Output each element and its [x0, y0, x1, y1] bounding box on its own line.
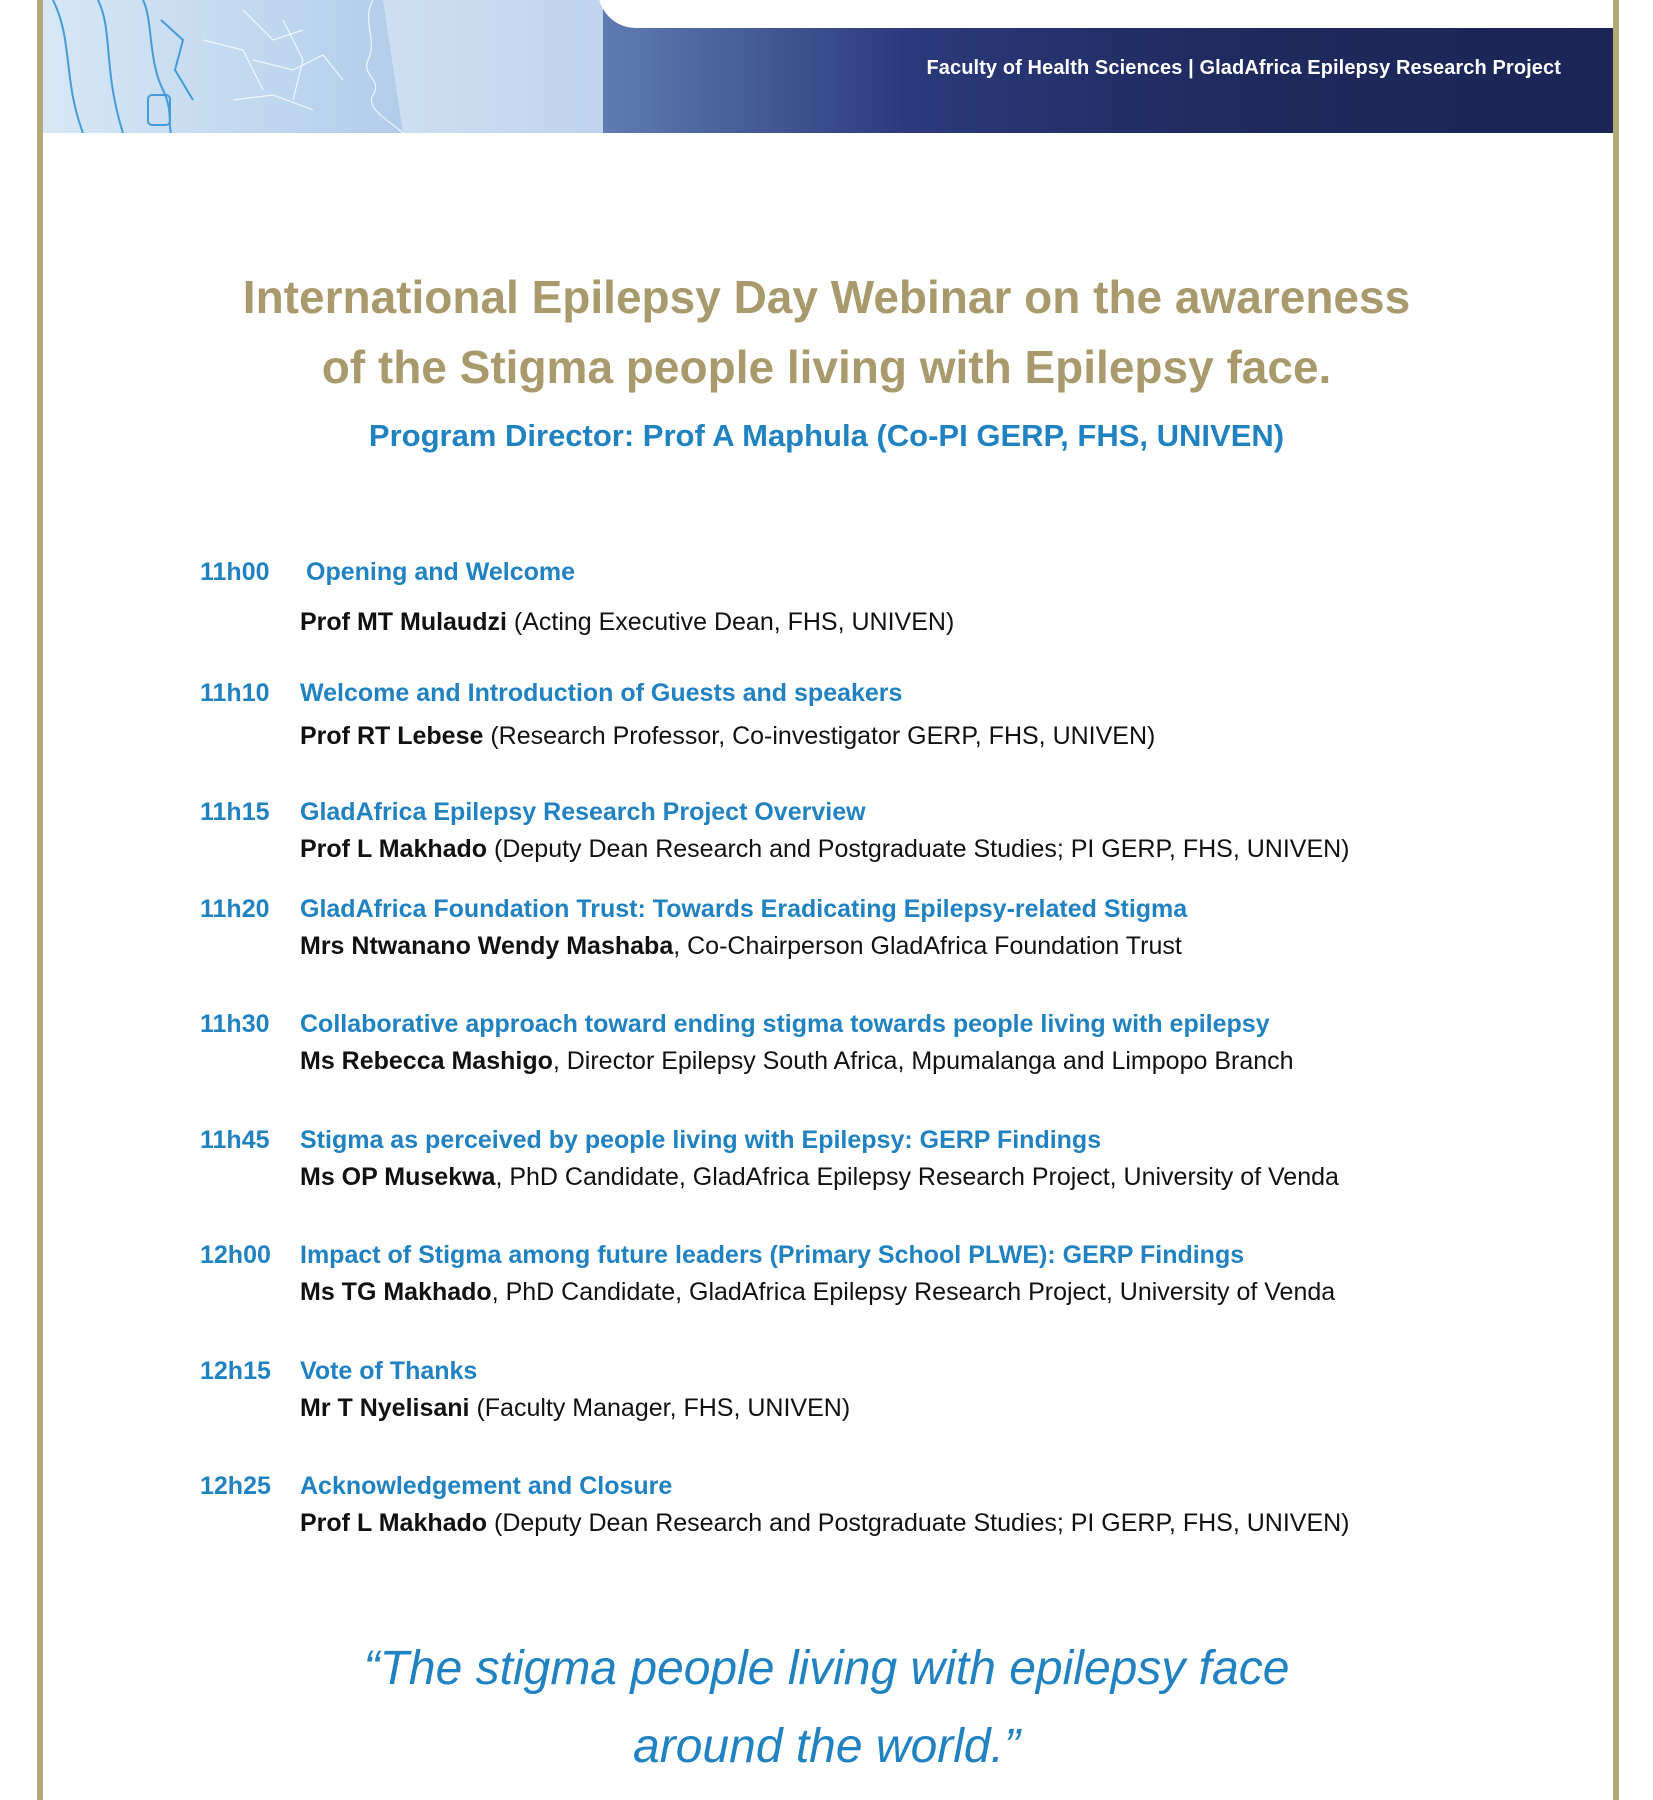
banner-faculty-text: Faculty of Health Sciences | GladAfrica Epilepsy Research Project	[926, 57, 1561, 79]
agenda-time: 11h10	[200, 679, 270, 707]
speaker-details: , Director Epilepsy South Africa, Mpumalanga and Limpopo Branch	[552, 1047, 1294, 1075]
agenda-topic: Stigma as perceived by people living with Epilepsy: GERP Findings	[300, 1126, 1102, 1154]
agenda-speaker-line	[300, 722, 1155, 751]
title-line-1: International Epilepsy Day Webinar on the awareness	[242, 271, 1411, 323]
agenda-topic: Opening and Welcome	[306, 558, 576, 586]
speaker-name: Mr T Nyelisani	[300, 1394, 470, 1422]
speaker-details: (Research Professor, Co-investigator GERP, FHS, UNIVEN)	[483, 722, 1156, 750]
agenda-speaker-line	[300, 608, 954, 637]
speaker-name: Prof MT Mulaudzi	[300, 608, 507, 636]
speaker-details: (Deputy Dean Research and Postgraduate Studies; PI GERP, FHS, UNIVEN)	[487, 1509, 1350, 1537]
agenda-speaker-line	[300, 1163, 1339, 1192]
speaker-name: Ms TG Makhado	[300, 1278, 492, 1306]
speaker-details: (Faculty Manager, FHS, UNIVEN)	[469, 1394, 851, 1422]
program-director: Program Director: Prof A Maphula (Co-PI GERP, FHS, UNIVEN)	[368, 418, 1285, 453]
speaker-name: Ms Rebecca Mashigo	[300, 1047, 553, 1075]
speaker-details: , Co-Chairperson GladAfrica Foundation Trust	[673, 932, 1182, 960]
agenda-topic: Acknowledgement and Closure	[300, 1472, 673, 1500]
closing-quote	[100, 1630, 1553, 1786]
speaker-details: (Acting Executive Dean, FHS, UNIVEN)	[506, 608, 955, 636]
speaker-details: (Deputy Dean Research and Postgraduate Studies; PI GERP, FHS, UNIVEN)	[487, 835, 1350, 863]
banner-logo-strip	[598, 0, 1613, 28]
agenda-topic: Welcome and Introduction of Guests and speakers	[300, 679, 903, 707]
speaker-details: , PhD Candidate, GladAfrica Epilepsy Research Project, University of Venda	[495, 1163, 1339, 1191]
agenda-topic: GladAfrica Foundation Trust: Towards Eradicating Epilepsy-related Stigma	[300, 895, 1188, 923]
agenda-speaker-line	[300, 1278, 1335, 1307]
speaker-name: Ms OP Musekwa	[300, 1163, 496, 1191]
speaker-name: Prof L Makhado	[300, 835, 488, 863]
agenda-time: 11h00	[200, 558, 270, 586]
agenda-topic: Vote of Thanks	[300, 1357, 478, 1385]
webinar-title	[100, 262, 1553, 402]
agenda-time: 11h45	[200, 1126, 270, 1154]
agenda-topic: Collaborative approach toward ending stigma towards people living with epilepsy	[300, 1010, 1270, 1038]
agenda-speaker-line	[300, 835, 1350, 864]
agenda-time: 11h20	[200, 895, 270, 923]
agenda-time: 12h15	[200, 1357, 271, 1385]
agenda-speaker-line	[300, 1047, 1294, 1076]
agenda-topic: Impact of Stigma among future leaders (Primary School PLWE): GERP Findings	[300, 1241, 1245, 1269]
speaker-details: , PhD Candidate, GladAfrica Epilepsy Research Project, University of Venda	[491, 1278, 1336, 1306]
agenda-speaker-line	[300, 1394, 850, 1423]
agenda-time: 12h00	[200, 1241, 271, 1269]
agenda-time: 11h30	[200, 1010, 270, 1038]
title-line-2: of the Stigma people living with Epilepsy face.	[321, 341, 1332, 393]
header-banner	[43, 0, 1613, 133]
speaker-name: Mrs Ntwanano Wendy Mashaba	[300, 932, 674, 960]
agenda-speaker-line	[300, 932, 1182, 961]
speaker-name: Prof L Makhado	[300, 1509, 488, 1537]
speaker-name: Prof RT Lebese	[300, 722, 484, 750]
quote-line-2: around the world.”	[633, 1720, 1020, 1773]
agenda-speaker-line	[300, 1509, 1350, 1538]
head-profile-illustration	[43, 0, 603, 133]
agenda-time: 12h25	[200, 1472, 271, 1500]
quote-line-1: “The stigma people living with epilepsy face	[363, 1642, 1290, 1695]
agenda-topic: GladAfrica Epilepsy Research Project Overview	[300, 798, 866, 826]
agenda-time: 11h15	[200, 798, 270, 826]
